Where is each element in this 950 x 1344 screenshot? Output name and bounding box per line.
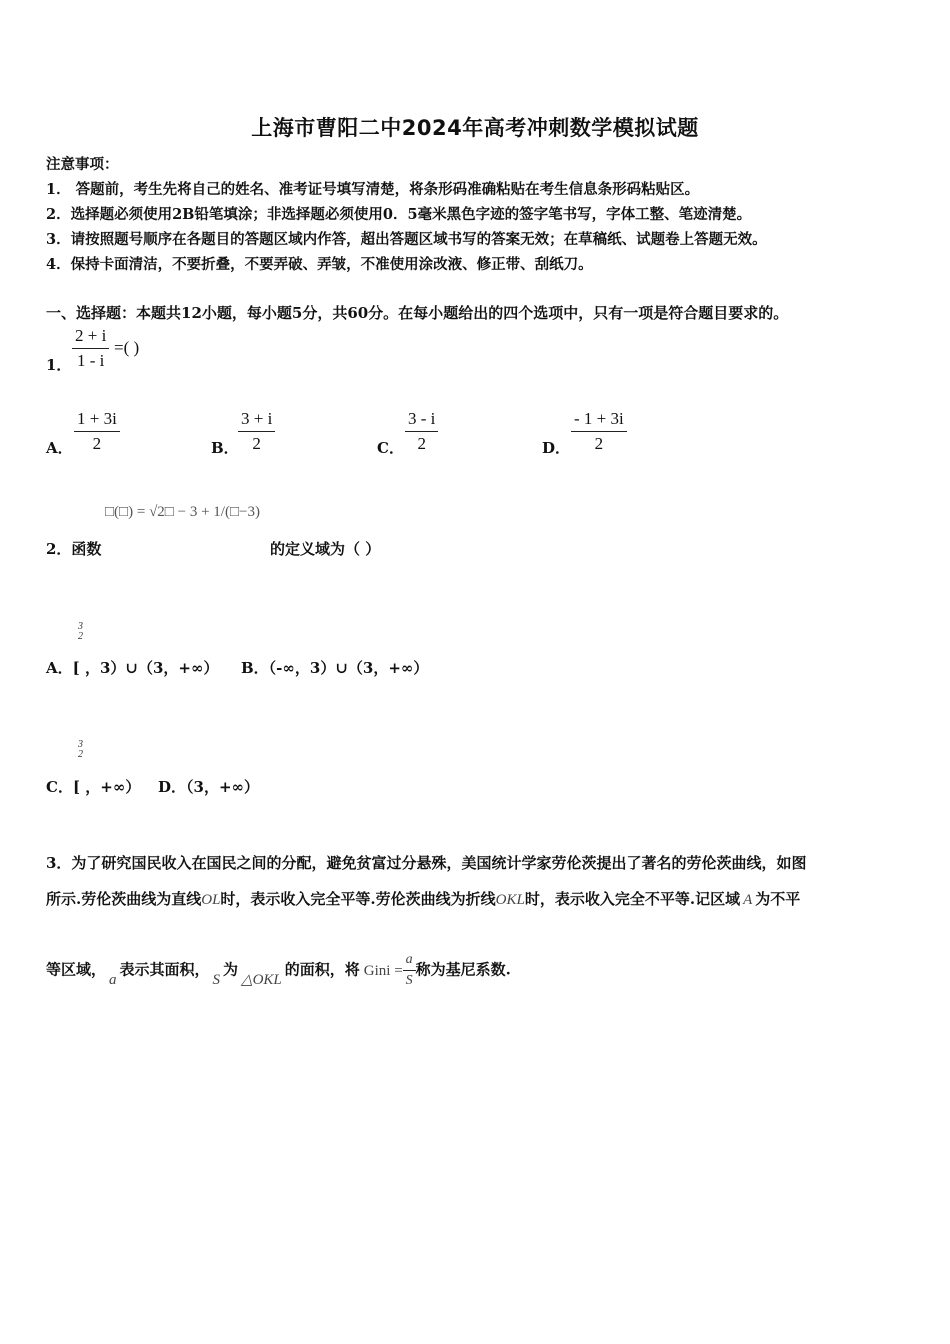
q1-option-c-fraction — [405, 409, 438, 454]
q1-option-c-den: 2 — [417, 434, 426, 453]
q1-option-d-fraction — [571, 409, 627, 454]
q3-line-3e: 称为基尼系数. — [415, 960, 511, 979]
q3-line-3b: 表示其面积， — [119, 960, 210, 979]
q1-numerator: 2 + i — [72, 326, 109, 349]
q3-line-3d: 的面积，将 — [284, 960, 360, 979]
q3-a-small: a — [109, 971, 117, 988]
q1-option-a-num: 1 + 3i — [74, 409, 120, 432]
q3-okl: OKL — [495, 892, 525, 908]
q3-s: S — [212, 971, 221, 988]
q1-tail: =( ) — [114, 338, 140, 357]
q3-line-3 — [46, 952, 511, 989]
q2-option-a-fraction — [78, 622, 83, 642]
q3-line-1: 3．为了研究国民收入在国民之间的分配，避免贫富过分悬殊，美国统计学家劳伦茨提出了著名的劳伦茨曲线，如图 — [46, 854, 807, 872]
q3-gini: Gini = — [363, 962, 403, 979]
q3-line-2b: 时，表示收入完全平等.劳伦茨曲线为折线 — [220, 890, 496, 908]
q2-option-c: C．[ ，+∞） — [46, 778, 141, 796]
q2-option-d: D．（3，+∞） — [158, 778, 260, 796]
note-item-4: 4．保持卡面清洁，不要折叠，不要弄破、弄皱，不准使用涂改液、修正带、刮纸刀。 — [46, 256, 593, 273]
q2-tail: 的定义域为（ ） — [270, 540, 381, 558]
q2-option-c-fraction — [78, 740, 83, 760]
note-item-2: 2．选择题必须使用2B铅笔填涂；非选择题必须使用0．5毫米黑色字迹的签字笔书写，字体工整、笔迹清楚。 — [46, 206, 752, 223]
q1-option-c-num: 3 - i — [405, 409, 438, 432]
q1-option-b-label: B． — [211, 439, 239, 457]
q3-line-3c: 为 — [223, 960, 239, 979]
q3-gini-den: S — [405, 973, 413, 988]
q1-fraction — [72, 326, 109, 371]
q2-option-b: B．（-∞，3）∪（3，+∞） — [241, 659, 429, 677]
q3-ol: OL — [201, 892, 221, 908]
q1-option-b-den: 2 — [252, 434, 261, 453]
q1-denominator: 1 - i — [76, 351, 105, 370]
note-item-3: 3．请按照题号顺序在各题目的答题区域内作答，超出答题区域书写的答案无效；在草稿纸、试题卷上答题无效。 — [46, 231, 767, 248]
q1-option-a-fraction — [74, 409, 120, 454]
q2-option-a: A．[ ，3）∪（3，+∞） — [46, 659, 219, 677]
q2-frac-a-num: 3 — [78, 621, 83, 632]
q1-option-c-label: C． — [377, 439, 404, 457]
notes-heading: 注意事项： — [46, 156, 119, 173]
q3-triangle: △OKL — [241, 971, 282, 988]
q3-line-2c: 时，表示收入完全不平等.记区域 — [524, 890, 741, 908]
q3-line-2d: 为不平 — [755, 890, 801, 908]
q2-formula-image: □(□) = √2□ − 3 + 1/(□−3) — [105, 504, 260, 520]
q3-line-2 — [46, 888, 800, 909]
q1-option-d-num: - 1 + 3i — [571, 409, 627, 432]
q1-option-d-label: D． — [542, 439, 571, 457]
section-heading: 一、选择题：本题共12小题，每小题5分，共60分。在每小题给出的四个选项中，只有一项是符合题目要求的。 — [46, 304, 789, 322]
q2-frac-c-num: 3 — [78, 739, 83, 750]
q3-line-3a: 等区域， — [46, 960, 107, 979]
q3-gini-fraction — [403, 952, 416, 989]
q2-frac-c-den: 2 — [78, 749, 83, 760]
q1-option-d-den: 2 — [594, 434, 604, 453]
page-title: 上海市曹阳二中2024年高考冲刺数学模拟试题 — [251, 116, 699, 140]
q3-gini-num: a — [403, 952, 416, 971]
q3-line-2a: 所示.劳伦茨曲线为直线 — [46, 890, 202, 908]
q2-frac-a-den: 2 — [78, 631, 83, 642]
q1-option-a-den: 2 — [92, 434, 102, 453]
q2-stem: 2．函数 — [46, 540, 102, 558]
q3-region-a: A — [743, 892, 753, 908]
note-item-1: 1． 答题前，考生先将自己的姓名、准考证号填写清楚，将条形码准确粘贴在考生信息条形码粘贴区。 — [46, 181, 700, 198]
q1-number: 1． — [46, 356, 72, 374]
q1-option-b-num: 3 + i — [238, 409, 275, 432]
q1-option-a-label: A． — [46, 439, 73, 457]
q1-option-b-fraction — [238, 409, 275, 454]
